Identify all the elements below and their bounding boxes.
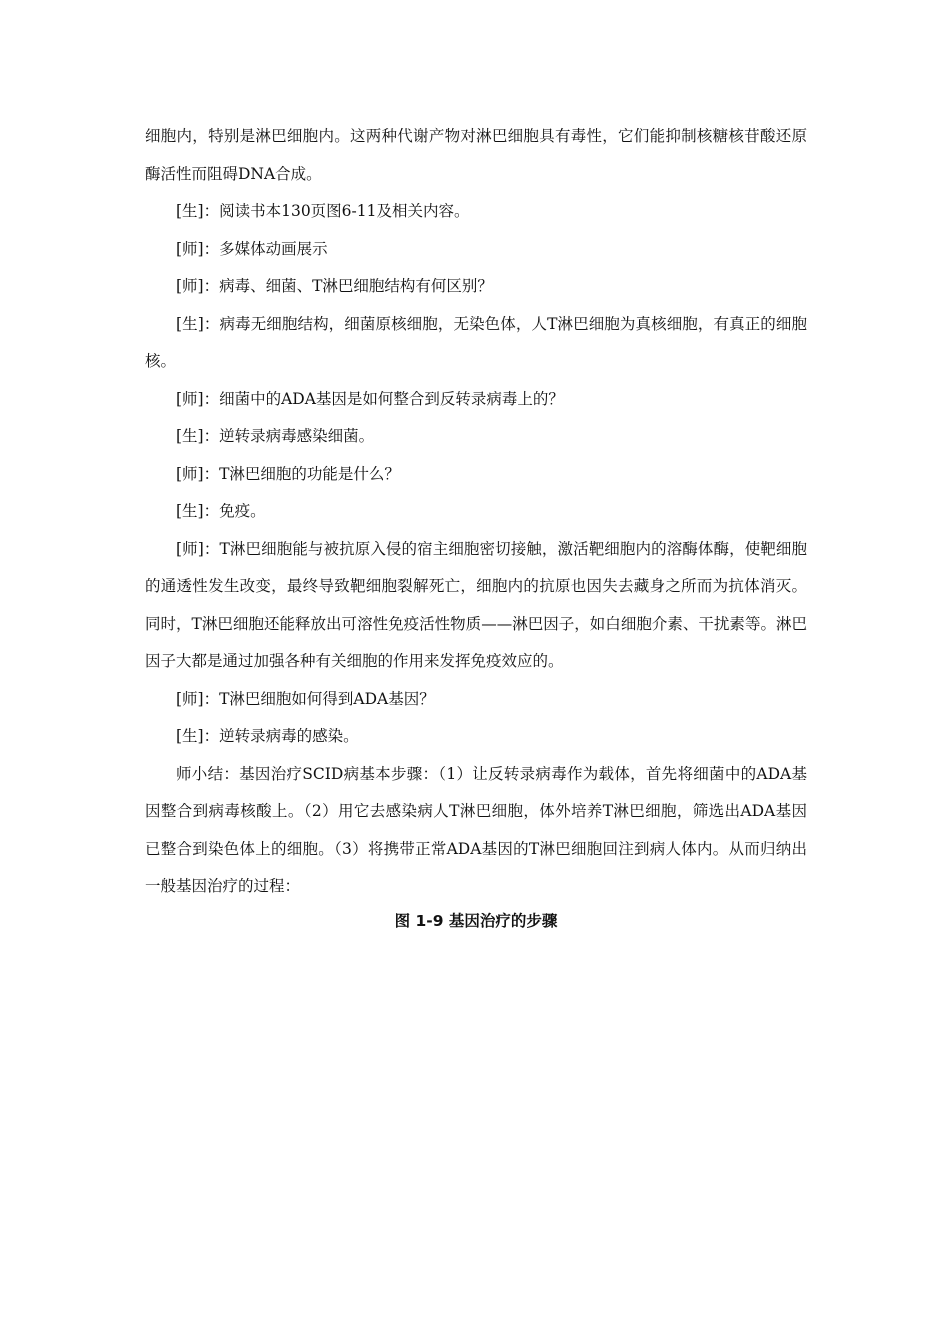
document-body: [145, 118, 807, 936]
figure-caption: 图 1-9 基因治疗的步骤: [394, 911, 558, 930]
paragraph-student-answer-ada: [生]：逆转录病毒感染细菌。: [176, 427, 375, 445]
paragraph-teacher-explanation: [师]：T淋巴细胞能与被抗原入侵的宿主细胞密切接触，激活靶细胞内的溶酶体酶，使靶细胞的通透性发生改变，最终导致靶细胞裂解死亡，细胞内的抗原也因失去藏身之所而为抗体消灭。同时，T淋巴细胞还能释放出可溶性免疫活性物质——淋巴因子，如白细胞介素、干扰素等。淋巴因子大都是通过加强各种有关细胞的作用来发挥免疫效应的。: [145, 539, 807, 670]
paragraph-teacher-animation: [师]：多媒体动画展示: [176, 239, 328, 258]
paragraph-student-answer-gene: [生]：逆转录病毒的感染。: [176, 727, 359, 745]
paragraph-intro: 细胞内，特别是淋巴细胞内。这两种代谢产物对淋巴细胞具有毒性，它们能抑制核糖核苷酸还原酶活性而阻碍DNA合成。: [145, 127, 807, 183]
paragraph-student-answer-function: [生]：免疫。: [176, 502, 266, 520]
paragraph-teacher-question-ada: [师]：细菌中的ADA基因是如何整合到反转录病毒上的？: [176, 389, 564, 408]
paragraph-teacher-summary: 师小结：基因治疗SCID病基本步骤：（1）让反转录病毒作为载体，首先将细菌中的ADA基因整合到病毒核酸上。（2）用它去感染病人T淋巴细胞，体外培养T淋巴细胞，筛选出ADA基因已整合到染色体上的细胞。（3）将携带正常ADA基因的T淋巴细胞回注到病人体内。从而归纳出一般基因治疗的过程：: [145, 764, 807, 895]
paragraph-teacher-question-gene: [师]：T淋巴细胞如何得到ADA基因？: [176, 689, 435, 708]
paragraph-student-reading: [生]：阅读书本130页图6-11及相关内容。: [176, 202, 470, 220]
paragraph-student-answer-structure: [生]：病毒无细胞结构，细菌原核细胞，无染色体，人T淋巴细胞为真核细胞，有真正的细胞核。: [145, 314, 807, 370]
paragraph-teacher-question-structure: [师]：病毒、细菌、T淋巴细胞结构有何区别？: [176, 277, 493, 295]
paragraph-teacher-question-function: [师]：T淋巴细胞的功能是什么？: [176, 464, 400, 483]
